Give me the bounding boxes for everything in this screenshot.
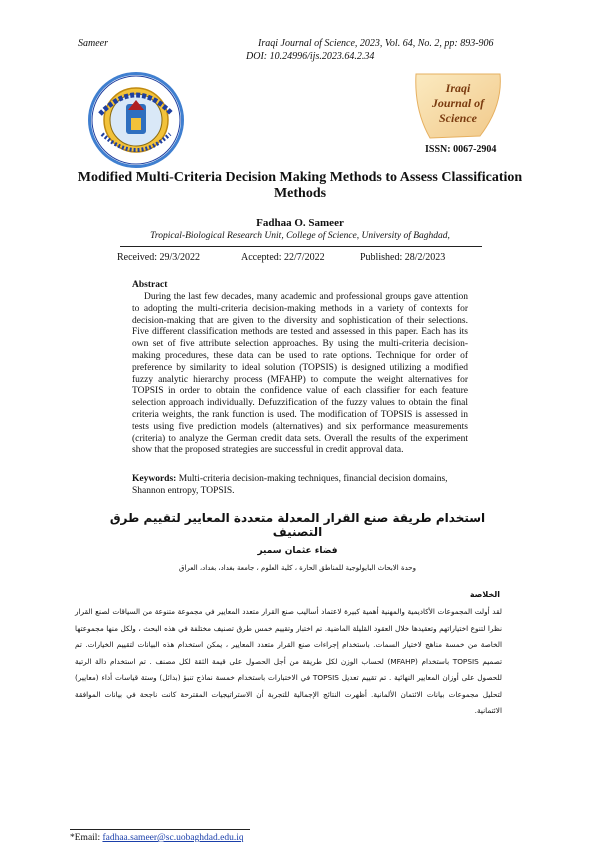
accepted-date: Accepted: 22/7/2022 <box>241 252 325 263</box>
journal-logo-word-1: Iraqi <box>445 81 471 95</box>
running-head-journal: Iraqi Journal of Science, 2023, Vol. 64, No. 2, pp: 893-906 <box>258 38 494 49</box>
email-link[interactable]: fadhaa.sameer@sc.uobaghdad.edu.iq <box>102 833 244 842</box>
paper-author: Fadhaa O. Sameer <box>256 217 344 229</box>
arabic-abstract-heading: الخلاصة <box>469 590 500 599</box>
doi-line: DOI: 10.24996/ijs.2023.64.2.34 <box>246 51 375 62</box>
university-seal-logo <box>86 70 186 170</box>
arabic-title: استخدام طريقة صنع القرار المعدلة متعددة المعايير لتقييم طرق التصنيف <box>109 511 486 539</box>
footnote-email <box>70 833 244 842</box>
keywords <box>132 474 468 498</box>
journal-logo-word-3: Science <box>439 111 477 125</box>
issn-label: ISSN: 0067-2904 <box>425 144 497 155</box>
paper-title: Modified Multi-Criteria Decision Making Methods to Assess Classification Methods <box>77 170 523 201</box>
arabic-abstract-body: لقد أولت المجموعات الأكاديمية والمهنية أهمية كبيرة لاعتماد أساليب صنع القرار متعدد المعايير في مجموعة متنوعة من السياقات لصنع القرار نظرا لتنوع اختياراتهم وتعقيدها خلال العقود القليلة الماضية. تم اختبار وتقييم خمس طرق تصنيف مختلفة في هذه البحث ، ولكل منها مجموعتها الخاصة من خمسة مناهج لاختيار السمات. باستخدام إجراءات صنع القرار متعدد المعايير ، يمكن استخدام هذه البيانات لتقييم الخيارات. تم تصميم TOPSIS باستخدام (MFAHP) لحساب الوزن لكل طريقة من أجل الحصول على قيمة الثقة لكل مصنف . تم استخدام دالة الرتبة للحصول على أوزان المعايير النهائية . تم تقييم تعديل TOPSIS في الاختبارات باستخدام خمسة نماذج تنبؤ (بدائل) وستة قياسات أداء (معايير) لتحليل مجموعات بيانات الائتمان الألمانية. أظهرت النتائج الإجمالية للتجربة أن الاستراتيجيات المقترحة كانت ناجحة في بيانات الموافقة الائتمانية. <box>75 607 503 715</box>
footnote-label: *Email: <box>70 833 103 842</box>
keywords-text: Multi-criteria decision-making techniques, financial decision domains, Shannon entropy, TOPSIS. <box>132 474 448 496</box>
footnote-divider <box>70 829 250 830</box>
abstract-body: During the last few decades, many academic and professional groups gave attention to adopting the multi-criteria decision-making methods in a variety of contexts for decision-making that are given to the diversity and sophistication of their selections. Five different classification methods are tested and assessed in this paper. Each has its own set of five attribute selection approaches. By using the multi-criteria decision-making procedures, these data can be used to rate options. Technique for order of preference by similarity to ideal solution (TOPSIS) is designed utilizing a modified fuzzy analytic hierarchy process (MFAHP) to compute the weight alternatives for TOPSIS in order to obtain the confidence value of each classifier for each feature selection approach individually. Defuzzification of the fuzzy values to obtain the final criteria weights, the rank function is used. The modification of TOPSIS is assessed in tests using five prediction models (alternatives) and six performance measurements (criteria) to analyze the German credit data sets. Overall the results of the experiment show that the proposed strategies are successful in credit approval data. <box>132 292 468 456</box>
running-head-author: Sameer <box>78 38 108 49</box>
journal-logo-word-2: Journal of <box>431 96 485 110</box>
keywords-label: Keywords: <box>132 474 177 484</box>
journal-logo <box>410 70 505 142</box>
received-date: Received: 29/3/2022 <box>117 252 201 263</box>
abstract-heading: Abstract <box>132 280 168 290</box>
header-divider <box>120 246 482 247</box>
author-affiliation: Tropical-Biological Research Unit, College of Science, University of Baghdad, <box>150 231 450 241</box>
arabic-author: فضاء عثمان سمير <box>257 546 338 556</box>
arabic-affiliation: وحدة الابحاث البايولوجية للمناطق الحارة ، كلية العلوم ، جامعة بغداد، بغداد، العراق <box>178 564 417 572</box>
published-date: Published: 28/2/2023 <box>360 252 446 263</box>
